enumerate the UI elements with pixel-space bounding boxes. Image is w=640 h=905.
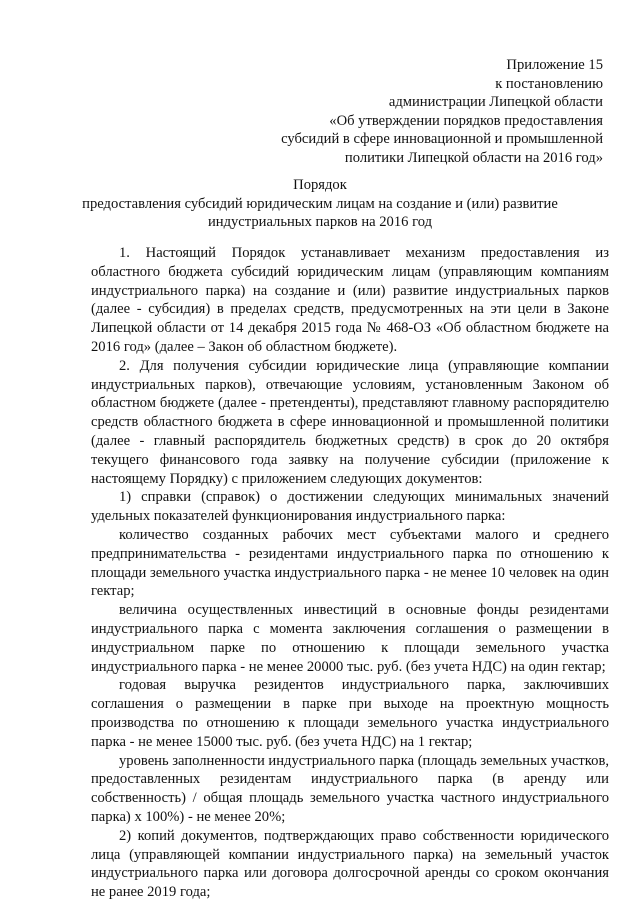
title-subtitle-line: индустриальных парков на 2016 год <box>207 214 433 231</box>
paragraph: 1) справки (справок) о достижении следующих минимальных значений удельных показателей функционирования индустриального парка: <box>91 489 609 525</box>
title-subtitle-line: предоставления субсидий юридическим лицам на создание и (или) развитие <box>82 195 558 212</box>
paragraph: величина осуществленных инвестиций в основные фонды резидентами индустриального парка с момента заключения соглашения о размещении в индустриальном парке по отношению к площади земельного участка индустриального парка - не менее 20000 тыс. руб. (без учета НДС) на один гектар; <box>91 602 609 675</box>
paragraph: 1. Настоящий Порядок устанавливает механизм предоставления из областного бюджета субсидий юридическим лицам (управляющим компаниям индустриального парка) на создание и (или) развитие индустриальных парков (далее - субсидия) в пределах средств, предусмотренных на эти цели в Законе Липецкой области от 14 декабря 2015 года № 468-ОЗ «Об областном бюджете на 2016 год» (далее – Закон об областном бюджете). <box>91 245 609 355</box>
title-heading: Порядок <box>293 177 347 193</box>
paragraph: уровень заполненности индустриального парка (площадь земельных участков, предоставленных резидентам индустриального парка (в аренду или собственность) / общая площадь земельного участка частного индустриального парка) x 100%) - не менее 20%; <box>91 752 609 825</box>
header-line: администрации Липецкой области <box>388 94 603 111</box>
paragraph: 2) копий документов, подтверждающих право собственности юридического лица (управляющей компании индустриального парка) на земельный участок индустриального парка или договора долгосрочной аренды со сроком окончания не ранее 2019 года; <box>91 827 609 901</box>
paragraph: годовая выручка резидентов индустриального парка, заключивших соглашения о размещении в парке при выходе на проектную мощность производства по отношению к площади земельного участка индустриального парка - не менее 15000 тыс. руб. (без учета НДС) на 1 гектар; <box>91 677 609 750</box>
paragraph: 2. Для получения субсидии юридические лица (управляющие компании индустриальных парков), отвечающие условиям, установленным Законом об областном бюджете (далее - претенденты), представляют главному распорядителю средств областного бюджета в сфере инновационной и промышленной политики (далее - главный распорядитель бюджетных средств) в срок до 20 октября текущего финансового года заявку на получение субсидии (приложение к настоящему Порядку) с приложением следующих документов: <box>91 357 609 487</box>
header-line: политики Липецкой области на 2016 год» <box>344 149 603 166</box>
header-line: к постановлению <box>495 75 603 92</box>
document-body <box>91 244 609 902</box>
header-line: «Об утверждении порядков предоставления <box>329 112 603 129</box>
header-line: Приложение 15 <box>506 57 603 73</box>
appendix-header <box>183 56 603 168</box>
paragraph: количество созданных рабочих мест субъектами малого и среднего предпринимательства - резидентами индустриального парка по отношению к площади земельного участка индустриального парка - не менее 10 человек на один гектар; <box>91 526 609 600</box>
document-title <box>60 176 580 232</box>
header-line: субсидий в сфере инновационной и промышленной <box>281 131 603 148</box>
